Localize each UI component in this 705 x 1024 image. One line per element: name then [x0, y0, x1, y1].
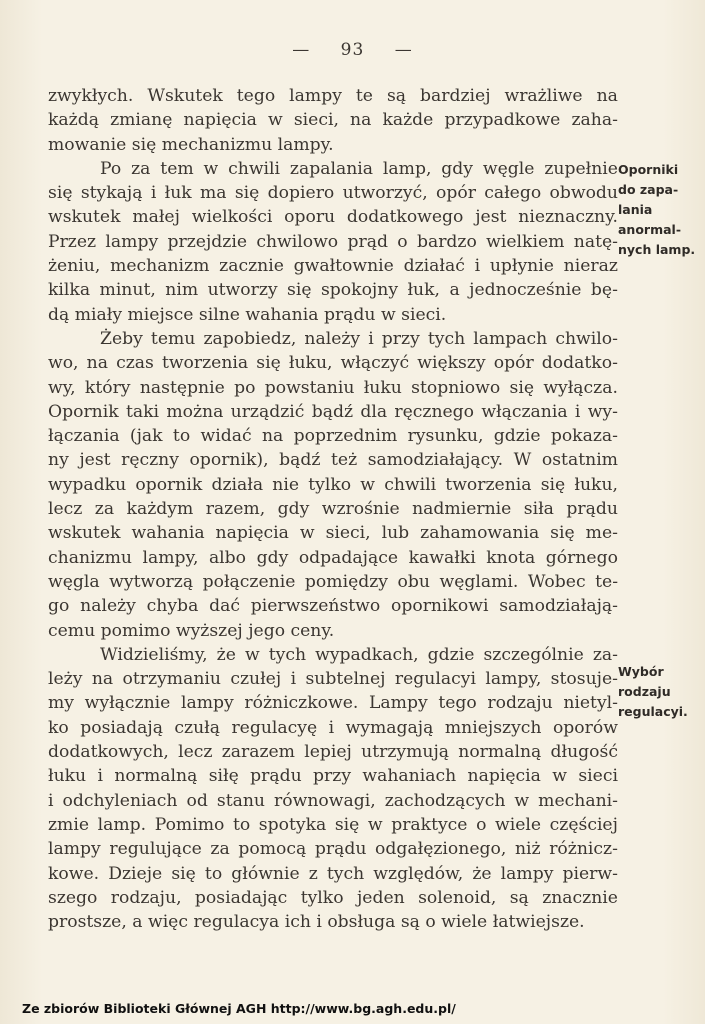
- library-footer: Ze zbiorów Biblioteki Głównej AGH http://www.bg.agh.edu.pl/: [22, 1001, 456, 1016]
- margin-note-line: regulacyi.: [618, 704, 688, 719]
- paragraph: [48, 327, 618, 643]
- text-line: się stykają i łuk ma się dopiero utworzyć, opór całego obwodu: [48, 183, 618, 204]
- text-line: łuku i normalną siłę prądu przy wahaniach napięcia w sieci: [48, 766, 618, 787]
- text-line: mowanie się mechanizmu lampy.: [48, 134, 334, 155]
- margin-note-line: nych lamp.: [618, 242, 696, 257]
- margin-note-wybor: [618, 662, 700, 722]
- text-line: wypadku opornik działa nie tylko w chwili tworzenia się łuku,: [48, 474, 618, 495]
- text-line: wskutek małej wielkości oporu dodatkowego jest nieznaczny.: [48, 207, 618, 228]
- header-dash-right: —: [394, 40, 413, 60]
- text-line: dą miały miejsce silne wahania prądu w sieci.: [48, 304, 447, 325]
- margin-note-line: rodzaju: [618, 684, 671, 699]
- margin-note-line: do zapa-: [618, 182, 679, 197]
- text-line: Po za tem w chwili zapalania lamp, gdy węgle zupełnie: [100, 158, 618, 179]
- text-line: szego rodzaju, posiadając tylko jeden solenoid, są znacznie: [48, 887, 618, 908]
- page-number: 93: [340, 40, 365, 60]
- text-line: łączania (jak to widać na poprzednim rysunku, gdzie pokaza-: [48, 426, 618, 447]
- text-line: prostsze, a więc regulacya ich i obsługa są o wiele łatwiejsze.: [48, 912, 585, 933]
- text-line: i odchyleniach od stanu równowagi, zachodzących w mechani-: [48, 790, 618, 811]
- text-line: wy, który następnie po powstaniu łuku stopniowo się wyłącza.: [48, 377, 618, 398]
- text-line: kilka minut, nim utworzy się spokojny łuk, a jednocześnie bę-: [48, 280, 618, 301]
- margin-note-line: anormal-: [618, 222, 682, 237]
- paragraph: [48, 84, 618, 157]
- paragraph: [48, 157, 618, 327]
- text-line: każdą zmianę napięcia w sieci, na każde przypadkowe zaha-: [48, 110, 618, 131]
- paragraph: [48, 643, 618, 935]
- text-line: wskutek wahania napięcia w sieci, lub zahamowania się me-: [48, 523, 618, 544]
- text-line: zmie lamp. Pomimo to spotyka się w praktyce o wiele częściej: [48, 814, 618, 835]
- page-header: [0, 40, 705, 60]
- text-line: zwykłych. Wskutek tego lampy te są bardziej wrażliwe na: [48, 86, 618, 106]
- body-text: [48, 84, 618, 934]
- text-line: żeniu, mechanizm zacznie gwałtownie działać i upłynie nieraz: [48, 256, 618, 277]
- text-line: węgla wytworzą połączenie pomiędzy obu węglami. Wobec te-: [48, 571, 618, 592]
- text-line: Przez lampy przejdzie chwilowo prąd o bardzo wielkiem natę-: [48, 231, 618, 252]
- text-line: leży na otrzymaniu czułej i subtelnej regulacyi lampy, stosuje-: [48, 669, 618, 690]
- text-line: cemu pomimo wyższej jego ceny.: [48, 620, 335, 641]
- text-line: Żeby temu zapobiedz, należy i przy tych lampach chwilo-: [100, 328, 618, 349]
- text-line: ny jest ręczny opornik), bądź też samodziałający. W ostatnim: [48, 450, 618, 471]
- text-line: my wyłącznie lampy różniczkowe. Lampy tego rodzaju nietyl-: [48, 693, 618, 714]
- text-line: Widzieliśmy, że w tych wypadkach, gdzie szczególnie za-: [100, 644, 618, 665]
- text-line: lecz za każdym razem, gdy wzrośnie nadmiernie siła prądu: [48, 499, 618, 520]
- margin-note-oporniki: [618, 160, 700, 260]
- text-line: dodatkowych, lecz zarazem lepiej utrzymują normalną długość: [48, 742, 618, 763]
- text-line: chanizmu lampy, albo gdy odpadające kawałki knota górnego: [48, 547, 618, 568]
- text-line: ko posiadają czułą regulacyę i wymagają mniejszych oporów: [48, 717, 618, 738]
- margin-note-line: lania: [618, 202, 653, 217]
- text-line: kowe. Dzieje się to głównie z tych względów, że lampy pierw-: [48, 863, 618, 884]
- header-dash-left: —: [292, 40, 311, 60]
- margin-note-line: Wybór: [618, 664, 664, 679]
- text-line: go należy chyba dać pierwszeństwo opornikowi samodziałają-: [48, 596, 618, 617]
- text-line: wo, na czas tworzenia się łuku, włączyć większy opór dodatko-: [48, 353, 618, 374]
- text-line: lampy regulujące za pomocą prądu odgałęzionego, niż różnicz-: [48, 839, 618, 860]
- margin-note-line: Oporniki: [618, 162, 679, 177]
- text-line: Opornik taki można urządzić bądź dla ręcznego włączania i wy-: [48, 401, 618, 422]
